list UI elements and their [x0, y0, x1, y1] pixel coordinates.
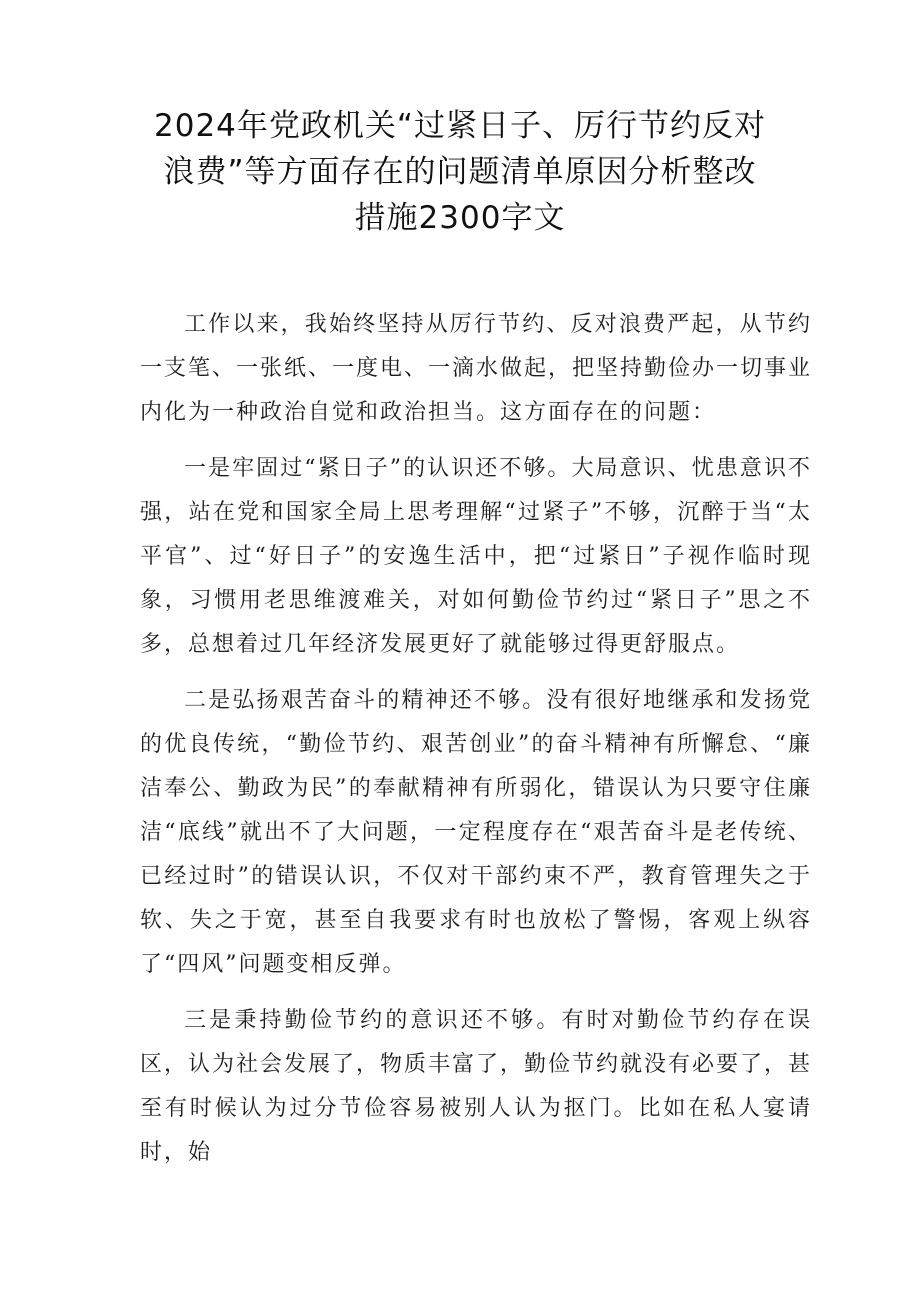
paragraph-issue-3: 三是秉持勤俭节约的意识还不够。有时对勤俭节约存在误区，认为社会发展了，物质丰富了，勤俭节约就没有必要了，甚至有时候认为过分节俭容易被别人认为抠门。比如在私人宴请时，始	[140, 1008, 813, 1165]
title-line-2: 浪费”等方面存在的问题清单原因分析整改	[163, 154, 757, 190]
paragraph-issue-1: 一是牢固过“紧日子”的认识还不够。大局意识、忧患意识不强，站在党和国家全局上思考理解“过紧子”不够，沉醉于当“太平官”、过“好日子”的安逸生活中，把“过紧日”子视作临时现象，习惯用老思维渡难关，对如何勤俭节约过“紧日子”思之不多，总想着过几年经济发展更好了就能够过得更舒服点。	[140, 456, 812, 657]
document-body	[140, 303, 812, 1187]
paragraph-intro: 工作以来，我始终坚持从厉行节约、反对浪费严起，从节约一支笔、一张纸、一度电、一滴水做起，把坚持勤俭办一切事业内化为一种政治自觉和政治担当。这方面存在的问题：	[140, 312, 813, 425]
title-line-3: 措施2300字文	[354, 200, 566, 236]
paragraph-issue-2: 二是弘扬艰苦奋斗的精神还不够。没有很好地继承和发扬党的优良传统，“勤俭节约、艰苦创业”的奋斗精神有所懈怠、“廉洁奉公、勤政为民”的奉献精神有所弱化，错误认为只要守住廉洁“底线”就出不了大问题，一定程度存在“艰苦奋斗是老传统、已经过时”的错误认识，不仅对干部约束不严，教育管理失之于软、失之于宽，甚至自我要求有时也放松了警惕，客观上纵容了“四风”问题变相反弹。	[140, 688, 812, 977]
title-line-1: 2024年党政机关“过紧日子、厉行节约反对	[154, 108, 766, 144]
document-title	[120, 103, 800, 241]
